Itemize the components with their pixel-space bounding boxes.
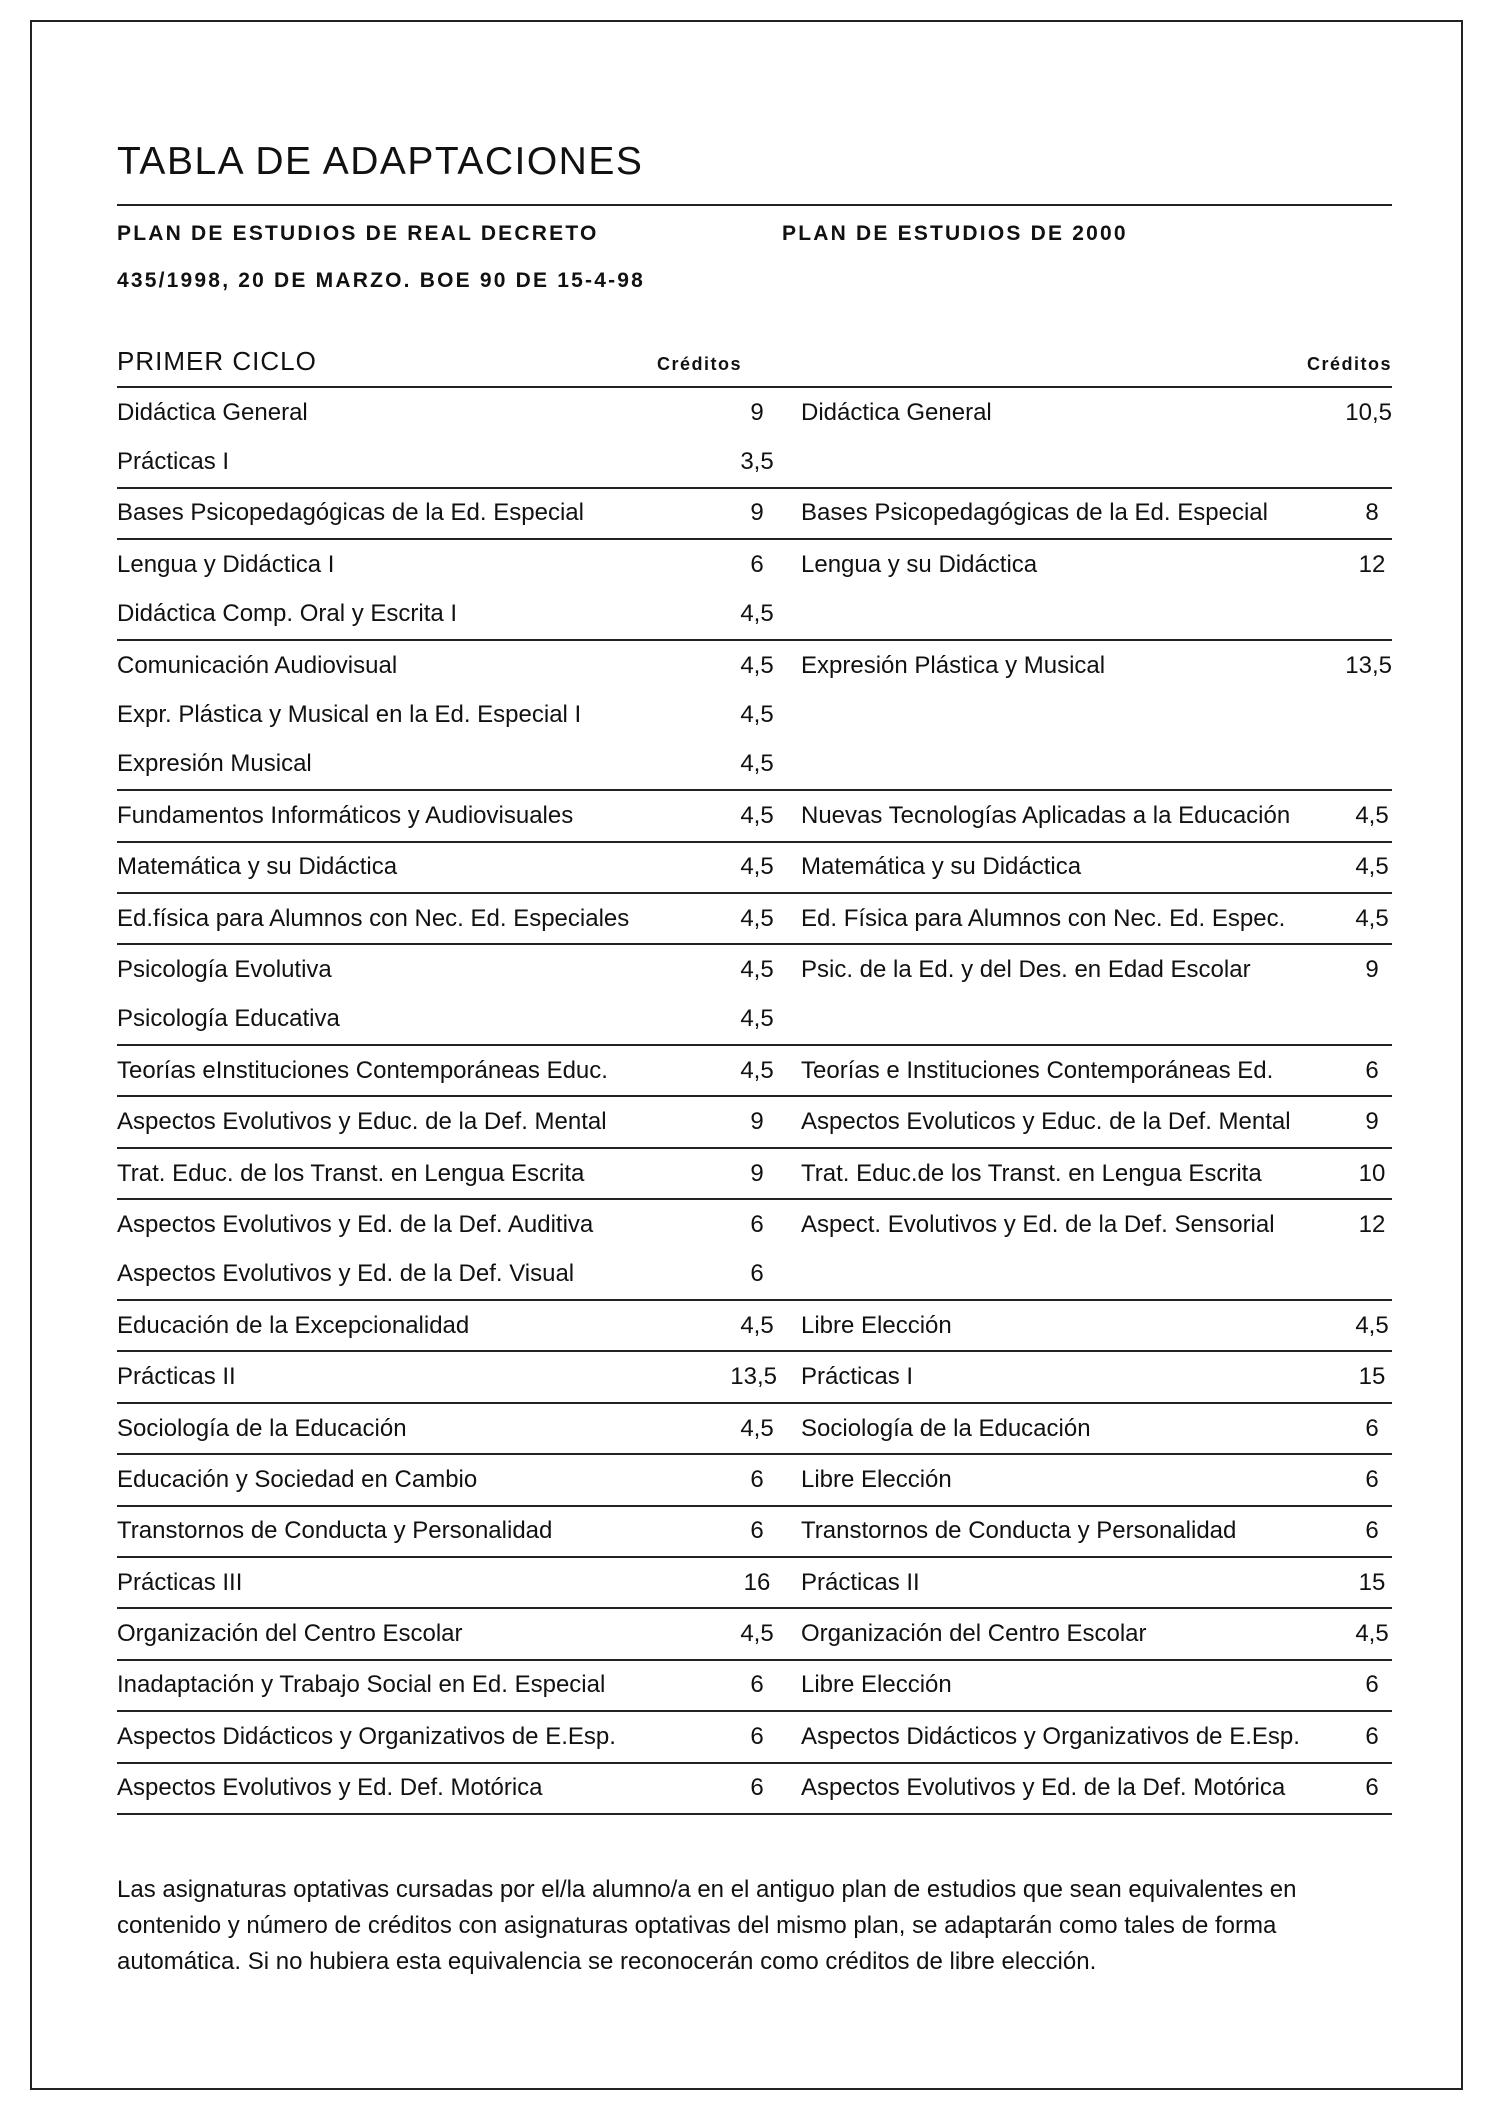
old-subject-cell: Lengua y Didáctica I <box>117 550 335 578</box>
new-credits-cell <box>1325 1160 1392 1188</box>
new-credits-value: 9 <box>1365 1108 1379 1136</box>
new-subject-cell: Bases Psicopedagógicas de la Ed. Especial <box>801 499 1268 527</box>
table-row-group <box>117 1453 1392 1504</box>
table-row <box>117 1712 1392 1761</box>
old-credits-value: 9 <box>750 1108 764 1136</box>
old-credits-cell <box>687 750 777 778</box>
new-credits-cell <box>1325 1363 1392 1391</box>
old-subject-cell: Expr. Plástica y Musical en la Ed. Especial I <box>117 701 582 729</box>
table-row <box>117 1558 1392 1607</box>
old-credits-value: 6 <box>750 1774 764 1802</box>
old-subject-cell: Aspectos Evolutivos y Ed. de la Def. Visual <box>117 1260 575 1288</box>
new-credits-value: 6 <box>1365 1671 1379 1699</box>
new-subject-cell: Transtornos de Conducta y Personalidad <box>801 1517 1237 1545</box>
table-row <box>117 641 1392 690</box>
new-subject-cell: Aspect. Evolutivos y Ed. de la Def. Sensorial <box>801 1210 1275 1238</box>
old-subject-cell: Expresión Musical <box>117 750 312 778</box>
table-row <box>117 1455 1392 1504</box>
table-row-group <box>117 538 1392 639</box>
new-credits-cell <box>1325 1569 1392 1597</box>
old-credits-cell <box>687 1005 777 1033</box>
old-credits-value: 6 <box>750 1465 764 1493</box>
adaptation-table <box>117 386 1392 1815</box>
table-row-group <box>117 892 1392 943</box>
new-credits-value: 6 <box>1365 1774 1379 1802</box>
new-subject-cell: Libre Elección <box>801 1311 952 1339</box>
old-credits-value: 4,5 <box>740 904 774 932</box>
table-row <box>117 1352 1392 1401</box>
old-subject-cell: Psicología Evolutiva <box>117 955 332 983</box>
old-credits-value: 6 <box>750 1517 764 1545</box>
old-credits-cell <box>687 1517 777 1545</box>
footnote-paragraph: Las asignaturas optativas cursadas por el/la alumno/a en el antiguo plan de estudios que sean equivalentes en contenido y número de créditos con asignaturas optativas del mismo plan, se adaptarán como tales de forma automática. Si no hubiera esta equivalencia se reconocerán como créditos de libre elección. <box>117 1876 1297 1975</box>
table-row <box>117 740 1392 789</box>
new-credits-cell <box>1325 1005 1392 1033</box>
new-credits-cell <box>1325 1723 1392 1751</box>
old-credits-value: 4,5 <box>740 1311 774 1339</box>
old-subject-cell: Didáctica Comp. Oral y Escrita I <box>117 600 458 628</box>
old-credits-value: 4,5 <box>740 1414 774 1442</box>
table-row <box>117 1764 1392 1813</box>
old-subject-cell: Aspectos Evolutivos y Ed. de la Def. Auditiva <box>117 1210 594 1238</box>
old-credits-cell <box>687 1620 777 1648</box>
old-subject-cell: Aspectos Evolutivos y Ed. Def. Motórica <box>117 1774 543 1802</box>
new-credits-value: 12 <box>1358 1210 1386 1238</box>
table-row <box>117 1301 1392 1350</box>
table-row <box>117 1507 1392 1556</box>
table-row <box>117 540 1392 589</box>
new-credits-cell <box>1325 701 1392 729</box>
credits-header-right: Créditos <box>1306 354 1392 374</box>
new-subject-cell: Aspectos Evoluticos y Educ. de la Def. Mental <box>801 1108 1291 1136</box>
old-credits-cell <box>687 1363 777 1391</box>
table-row <box>117 1200 1392 1249</box>
table-row <box>117 1097 1392 1146</box>
new-subject-cell: Libre Elección <box>801 1671 952 1699</box>
new-credits-cell <box>1325 499 1392 527</box>
table-row-group <box>117 639 1392 789</box>
old-credits-value: 6 <box>750 550 764 578</box>
new-credits-cell <box>1325 1774 1392 1802</box>
table-row <box>117 690 1392 739</box>
table-row-group <box>117 841 1392 892</box>
old-credits-value: 4,5 <box>740 1056 774 1084</box>
old-credits-value: 16 <box>743 1568 771 1596</box>
table-row-group <box>117 1556 1392 1607</box>
old-subject-cell: Psicología Educativa <box>117 1005 340 1033</box>
new-credits-cell <box>1325 905 1392 933</box>
title-divider <box>117 204 1392 206</box>
new-credits-cell <box>1325 652 1392 680</box>
new-credits-value: 6 <box>1365 1056 1379 1084</box>
table-row-group <box>117 1402 1392 1453</box>
new-subject-cell: Trat. Educ.de los Transt. en Lengua Escrita <box>801 1159 1262 1187</box>
old-credits-value: 4,5 <box>740 853 774 881</box>
new-credits-value: 15 <box>1358 1363 1386 1391</box>
old-credits-cell <box>687 905 777 933</box>
old-credits-value: 4,5 <box>740 701 774 729</box>
old-credits-cell <box>687 956 777 984</box>
old-plan-line-2: 435/1998, 20 DE MARZO. BOE 90 DE 15-4-98 <box>117 269 646 292</box>
old-credits-value: 4,5 <box>740 1005 774 1033</box>
new-credits-value: 10,5 <box>1345 398 1392 426</box>
table-row-group <box>117 1095 1392 1146</box>
new-subject-cell: Matemática y su Didáctica <box>801 853 1082 881</box>
table-row <box>117 995 1392 1044</box>
new-credits-cell <box>1325 1671 1392 1699</box>
old-plan-heading <box>117 210 767 304</box>
new-subject-cell: Libre Elección <box>801 1465 952 1493</box>
old-plan-line-1: PLAN DE ESTUDIOS DE REAL DECRETO <box>117 222 599 245</box>
new-credits-cell <box>1325 399 1392 427</box>
new-credits-value: 13,5 <box>1345 651 1392 679</box>
new-credits-cell <box>1325 956 1392 984</box>
old-credits-value: 6 <box>750 1260 764 1288</box>
new-credits-cell <box>1325 1415 1392 1443</box>
old-credits-cell <box>687 448 777 476</box>
table-row-group <box>117 1762 1392 1815</box>
new-credits-cell <box>1325 802 1392 830</box>
new-credits-value: 4,5 <box>1355 801 1389 829</box>
new-subject-cell: Prácticas I <box>801 1363 914 1391</box>
cycle-heading: PRIMER CICLO <box>117 346 317 376</box>
document-title: TABLA DE ADAPTACIONES <box>117 140 644 183</box>
table-row-group <box>117 943 1392 1044</box>
old-credits-cell <box>687 1211 777 1239</box>
old-credits-value: 4,5 <box>740 1620 774 1648</box>
new-credits-value: 6 <box>1365 1517 1379 1545</box>
old-credits-cell <box>687 1569 777 1597</box>
old-credits-cell <box>687 1108 777 1136</box>
table-row-group <box>117 487 1392 538</box>
table-row <box>117 1250 1392 1299</box>
old-credits-value: 4,5 <box>740 750 774 778</box>
old-subject-cell: Prácticas III <box>117 1568 243 1596</box>
new-credits-value: 12 <box>1358 550 1386 578</box>
new-credits-cell <box>1325 1260 1392 1288</box>
old-credits-cell <box>687 802 777 830</box>
table-row-group <box>117 1505 1392 1556</box>
old-subject-cell: Inadaptación y Trabajo Social en Ed. Especial <box>117 1671 606 1699</box>
old-subject-cell: Didáctica General <box>117 398 308 426</box>
old-credits-value: 6 <box>750 1671 764 1699</box>
table-row-group <box>117 1710 1392 1761</box>
old-credits-value: 4,5 <box>740 801 774 829</box>
old-credits-cell <box>687 1160 777 1188</box>
new-subject-cell: Teorías e Instituciones Contemporáneas Ed. <box>801 1056 1274 1084</box>
old-credits-cell <box>687 1260 777 1288</box>
new-credits-cell <box>1325 600 1392 628</box>
old-credits-cell <box>687 701 777 729</box>
new-credits-cell <box>1325 1057 1392 1085</box>
old-credits-cell <box>687 499 777 527</box>
old-subject-cell: Organización del Centro Escolar <box>117 1620 463 1648</box>
new-subject-cell: Nuevas Tecnologías Aplicadas a la Educación <box>801 801 1291 829</box>
new-subject-cell: Didáctica General <box>801 398 992 426</box>
old-credits-cell <box>687 853 777 881</box>
table-row <box>117 894 1392 943</box>
new-subject-cell: Psic. de la Ed. y del Des. en Edad Escolar <box>801 955 1251 983</box>
table-row-group <box>117 386 1392 487</box>
table-row <box>117 1046 1392 1095</box>
old-subject-cell: Prácticas II <box>117 1363 236 1391</box>
old-credits-cell <box>687 600 777 628</box>
new-credits-value: 4,5 <box>1355 853 1389 881</box>
table-row-group <box>117 1659 1392 1710</box>
old-credits-value: 9 <box>750 398 764 426</box>
old-credits-cell <box>687 399 777 427</box>
new-credits-value: 6 <box>1365 1722 1379 1750</box>
old-subject-cell: Fundamentos Informáticos y Audiovisuales <box>117 801 574 829</box>
old-credits-cell <box>687 551 777 579</box>
old-credits-cell <box>687 1774 777 1802</box>
table-row <box>117 590 1392 639</box>
old-credits-cell <box>687 1415 777 1443</box>
table-row-group <box>117 789 1392 840</box>
new-credits-cell <box>1325 750 1392 778</box>
new-plan-heading: PLAN DE ESTUDIOS DE 2000 <box>782 222 1128 245</box>
old-subject-cell: Transtornos de Conducta y Personalidad <box>117 1517 553 1545</box>
old-subject-cell: Sociología de la Educación <box>117 1414 407 1442</box>
old-subject-cell: Educación y Sociedad en Cambio <box>117 1465 478 1493</box>
table-row <box>117 843 1392 892</box>
old-credits-value: 6 <box>750 1210 764 1238</box>
old-credits-value: 4,5 <box>740 651 774 679</box>
table-row-group <box>117 1044 1392 1095</box>
new-subject-cell: Ed. Física para Alumnos con Nec. Ed. Espec. <box>801 904 1286 932</box>
table-row <box>117 945 1392 994</box>
old-subject-cell: Bases Psicopedagógicas de la Ed. Especial <box>117 499 584 527</box>
new-credits-value: 8 <box>1365 499 1379 527</box>
old-credits-cell <box>687 1312 777 1340</box>
new-credits-value: 4,5 <box>1355 1311 1389 1339</box>
old-credits-value: 6 <box>750 1722 764 1750</box>
old-subject-cell: Trat. Educ. de los Transt. en Lengua Escrita <box>117 1159 585 1187</box>
old-credits-value: 9 <box>750 499 764 527</box>
old-credits-value: 4,5 <box>740 600 774 628</box>
old-subject-cell: Teorías eInstituciones Contemporáneas Educ. <box>117 1056 608 1084</box>
new-credits-cell <box>1325 1211 1392 1239</box>
new-credits-value: 6 <box>1365 1414 1379 1442</box>
table-row <box>117 791 1392 840</box>
table-row <box>117 1149 1392 1198</box>
table-row-group <box>117 1299 1392 1350</box>
table-row <box>117 489 1392 538</box>
new-subject-cell: Sociología de la Educación <box>801 1414 1091 1442</box>
table-row <box>117 1609 1392 1658</box>
old-subject-cell: Prácticas I <box>117 448 230 476</box>
new-credits-value: 9 <box>1365 955 1379 983</box>
new-credits-value: 4,5 <box>1355 1620 1389 1648</box>
table-row <box>117 437 1392 486</box>
new-credits-cell <box>1325 853 1392 881</box>
new-subject-cell: Organización del Centro Escolar <box>801 1620 1147 1648</box>
new-credits-cell <box>1325 1466 1392 1494</box>
old-credits-cell <box>687 1671 777 1699</box>
credits-header-left: Créditos <box>657 354 743 374</box>
old-subject-cell: Aspectos Didácticos y Organizativos de E.Esp. <box>117 1722 616 1750</box>
table-row <box>117 388 1392 437</box>
new-credits-value: 10 <box>1358 1159 1386 1187</box>
table-row-group <box>117 1147 1392 1198</box>
new-subject-cell: Prácticas II <box>801 1568 920 1596</box>
new-credits-value: 4,5 <box>1355 904 1389 932</box>
old-credits-value: 3,5 <box>740 448 774 476</box>
new-credits-value: 15 <box>1358 1568 1386 1596</box>
old-credits-value: 13,5 <box>730 1363 777 1391</box>
new-subject-cell: Lengua y su Didáctica <box>801 550 1038 578</box>
table-row-group <box>117 1350 1392 1401</box>
old-credits-value: 9 <box>750 1159 764 1187</box>
table-row-group <box>117 1607 1392 1658</box>
new-subject-cell: Aspectos Evolutivos y Ed. de la Def. Motórica <box>801 1774 1286 1802</box>
table-row <box>117 1404 1392 1453</box>
new-subject-cell: Expresión Plástica y Musical <box>801 651 1106 679</box>
table-row-group <box>117 1198 1392 1299</box>
table-row <box>117 1661 1392 1710</box>
old-credits-value: 4,5 <box>740 955 774 983</box>
new-credits-cell <box>1325 1620 1392 1648</box>
old-credits-cell <box>687 1723 777 1751</box>
old-credits-cell <box>687 652 777 680</box>
new-subject-cell: Aspectos Didácticos y Organizativos de E.Esp. <box>801 1722 1300 1750</box>
old-subject-cell: Comunicación Audiovisual <box>117 651 398 679</box>
old-subject-cell: Aspectos Evolutivos y Educ. de la Def. Mental <box>117 1108 607 1136</box>
old-subject-cell: Matemática y su Didáctica <box>117 853 398 881</box>
new-credits-cell <box>1325 448 1392 476</box>
old-credits-cell <box>687 1057 777 1085</box>
old-subject-cell: Ed.física para Alumnos con Nec. Ed. Especiales <box>117 904 630 932</box>
new-credits-cell <box>1325 1312 1392 1340</box>
new-credits-value: 6 <box>1365 1465 1379 1493</box>
new-credits-cell <box>1325 1108 1392 1136</box>
old-credits-cell <box>687 1466 777 1494</box>
new-credits-cell <box>1325 1517 1392 1545</box>
old-subject-cell: Educación de la Excepcionalidad <box>117 1311 470 1339</box>
new-credits-cell <box>1325 551 1392 579</box>
